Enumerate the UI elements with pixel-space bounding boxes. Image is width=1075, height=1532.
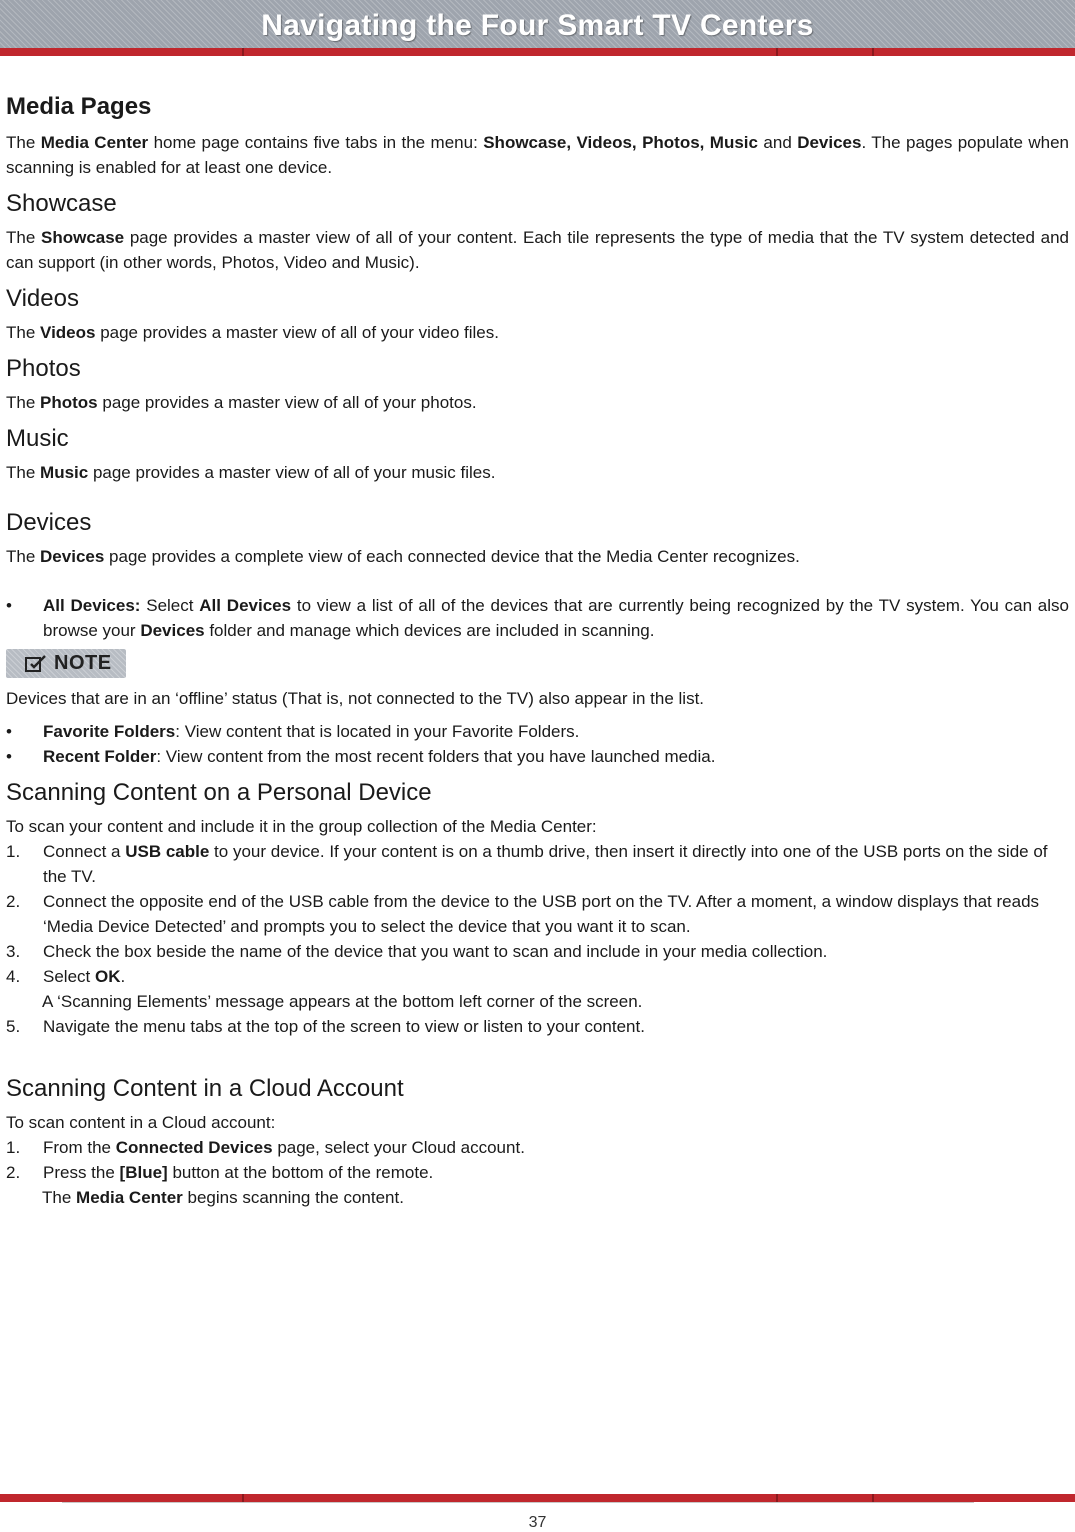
step-continuation: The Media Center begins scanning the content. <box>42 1188 404 1207</box>
step-item: 4. Select OK. <box>6 967 126 986</box>
note-label: NOTE <box>54 652 112 674</box>
videos-paragraph: The Videos page provides a master view of all of your video files. <box>6 323 499 342</box>
list-item-recent-folder: • Recent Folder: View content from the most recent folders that you have launched media. <box>6 744 1069 769</box>
page-header <box>0 0 1075 49</box>
step-item: 5. Navigate the menu tabs at the top of the screen to view or listen to your content. <box>6 1017 645 1036</box>
page-number: 37 <box>528 1514 547 1531</box>
media-pages-paragraph: The Media Center home page contains five tabs in the menu: Showcase, Videos, Photos, Music and Devices. The pages populate when scanning is enabled for at least one device. <box>6 133 1070 177</box>
step-item: 2. Press the [Blue] button at the bottom of the remote. <box>6 1163 434 1182</box>
step-item: 1. Connect a USB cable to your device. If your content is on a thumb drive, then insert it directly into one of the USB ports on the side of the TV. <box>6 842 1048 886</box>
section-heading-devices: Devices <box>6 509 92 536</box>
header-rule <box>0 48 1075 56</box>
devices-paragraph: The Devices page provides a complete view of each connected device that the Media Center recognizes. <box>6 547 800 566</box>
step-item: 1. From the Connected Devices page, select your Cloud account. <box>6 1138 525 1157</box>
page-content <box>6 93 1069 1210</box>
scanning-cloud-intro: To scan content in a Cloud account: <box>6 1113 276 1132</box>
section-heading-photos: Photos <box>6 355 81 382</box>
bullet-mark: • <box>6 747 12 766</box>
music-paragraph: The Music page provides a master view of all of your music files. <box>6 463 496 482</box>
section-heading-showcase: Showcase <box>6 190 117 217</box>
section-heading-scanning-cloud: Scanning Content in a Cloud Account <box>6 1075 404 1102</box>
step-item: 3. Check the box beside the name of the device that you want to scan and include in your media collection. <box>6 942 828 961</box>
footer-rule <box>0 1494 1075 1502</box>
section-heading-media-pages: Media Pages <box>6 93 152 120</box>
note-text: Devices that are in an ‘offline’ status (That is, not connected to the TV) also appear in the list. <box>6 689 705 708</box>
page-title: Navigating the Four Smart TV Centers <box>261 9 814 42</box>
photos-paragraph: The Photos page provides a master view of all of your photos. <box>6 393 477 412</box>
list-item-favorite-folders: • Favorite Folders: View content that is located in your Favorite Folders. <box>6 719 1069 744</box>
bullet-mark: • <box>6 596 12 615</box>
bullet-mark: • <box>6 722 12 741</box>
scanning-personal-intro: To scan your content and include it in the group collection of the Media Center: <box>6 817 597 836</box>
section-heading-videos: Videos <box>6 285 79 312</box>
note-pencil-icon <box>24 654 48 674</box>
step-continuation: A ‘Scanning Elements’ message appears at the bottom left corner of the screen. <box>42 992 643 1011</box>
section-heading-music: Music <box>6 425 69 452</box>
footer-thin-rule <box>62 1502 974 1503</box>
note-badge <box>6 649 126 678</box>
list-item-all-devices: • All Devices: Select All Devices to view a list of all of the devices that are currently being recognized by the TV system. You can also browse your Devices folder and manage which devices are included in scanning. <box>6 593 1069 643</box>
showcase-paragraph: The Showcase page provides a master view of all of your content. Each tile represents the type of media that the TV system detected and can support (in other words, Photos, Video and Music). <box>6 228 1069 272</box>
section-heading-scanning-personal: Scanning Content on a Personal Device <box>6 779 432 806</box>
step-item: 2. Connect the opposite end of the USB cable from the device to the USB port on the TV. After a moment, a window displays that reads ‘Media Device Detected’ and prompts you to select the device that you want it to scan. <box>6 892 1040 936</box>
